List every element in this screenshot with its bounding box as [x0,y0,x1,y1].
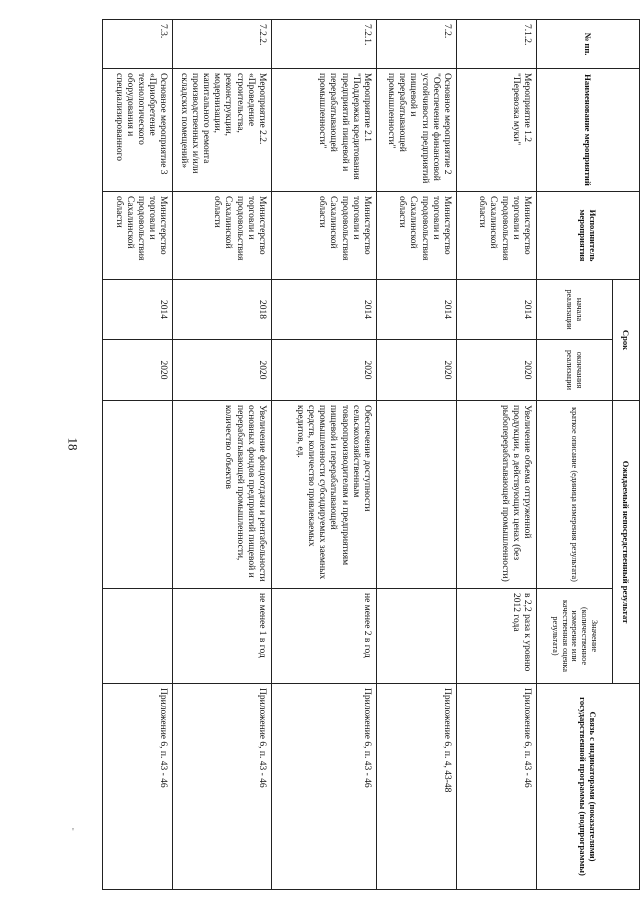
row-activity-name: Основное мероприятие 2 "Обеспечение финансовой устойчивости предприятий пищевой и перерабатывающей промышленности" [377,69,457,192]
row-number: 7.3. [103,20,173,69]
row-expected-value: не менее 2 в год [272,589,377,684]
row-activity-name: Мероприятие 2.2. «Проведение строительства, реконструкции, модернизации, капитального ремонта производственных и/или складских помещений» [173,69,272,192]
row-start-year: 2014 [377,280,457,340]
row-expected-value: в 2,2 раза к уровню 2012 года [457,589,537,684]
row-end-year: 2020 [103,340,173,401]
row-activity-name: Основное мероприятие 3 «Приобретение технологического оборудования и специализированного [103,69,173,192]
row-expected-short [377,401,457,589]
row-indicator-link: Приложение 6, п. 43 - 46 [457,684,537,890]
header-activity-name: Наименование мероприятий [537,69,640,192]
header-expected-result: Ожидаемый непосредственный результат [613,401,640,684]
row-executor: Министерство торговли и продовольствия Сахалинской области [272,192,377,280]
row-executor: Министерство торговли и продовольствия Сахалинской области [103,192,173,280]
row-start-year: 2014 [272,280,377,340]
row-indicator-link: Приложение 6, п. 4, 43-48 [377,684,457,890]
row-executor: Министерство торговли и продовольствия Сахалинской области [377,192,457,280]
row-indicator-link: Приложение 6, п. 43 - 46 [103,684,173,890]
row-start-year: 2014 [103,280,173,340]
table-row [377,20,457,890]
row-expected-short [103,401,173,589]
program-activities-table [102,19,640,890]
table-row [173,20,272,890]
header-term-end: окончания реализации [537,340,613,401]
header-expected-value: Значение (количественное измерение или качественная оценка результата) [537,589,613,684]
header-executor: Исполнитель мероприятия [537,192,640,280]
row-end-year: 2020 [173,340,272,401]
row-executor: Министерство торговли и продовольствия Сахалинской области [173,192,272,280]
row-activity-name: Мероприятие 1.2 "Перевозка муки" [457,69,537,192]
row-end-year: 2020 [272,340,377,401]
row-number: 7.1.2. [457,20,537,69]
header-expected-short: краткое описание (единица измерения результата) [537,401,613,589]
row-number: 7.2.1. [272,20,377,69]
table-row [272,20,377,890]
row-end-year: 2020 [377,340,457,401]
row-indicator-link: Приложение 6, п. 43 - 46 [173,684,272,890]
page-number: 18 [65,437,81,451]
table-row [103,20,173,890]
row-expected-value [377,589,457,684]
header-term-start: начала реализации [537,280,613,340]
row-expected-value: не менее 1 в год [173,589,272,684]
row-start-year: 2014 [457,280,537,340]
row-expected-short: Обеспечение доступности сельскохозяйственным товаропроизводителям и предприятиям пищевой и перерабатывающей промышленности субсидируемых заемных средств, количество привлекаемых кредитов, ед. [272,401,377,589]
row-expected-short: Увеличение фондоотдачи и рентабельности основных фондов предприятий пищевой и перерабатывающей промышленности, количество объектов [173,401,272,589]
row-end-year: 2020 [457,340,537,401]
table-header [537,20,640,890]
row-start-year: 2018 [173,280,272,340]
header-number: № пп. [537,20,640,69]
table-row [457,20,537,890]
row-number: 7.2. [377,20,457,69]
rotated-table-container [107,19,640,889]
row-expected-short: Увеличение объема отгруженной продукции, в действующих ценах (без рыбоперерабатывающей промышленности) [457,401,537,589]
row-executor: Министерство торговли и продовольствия Сахалинской области [457,192,537,280]
row-indicator-link: Приложение 6, п. 43 - 46 [272,684,377,890]
row-number: 7.2.2. [173,20,272,69]
header-indicator-link: Связь с индикаторами (показателями) государственной программы (подпрограммы) [537,684,640,890]
stray-scan-mark: ' [72,826,74,838]
table-body [103,20,537,890]
header-term: Срок [613,280,640,401]
row-activity-name: Мероприятие 2.1 "Поддержка кредитования предприятий пищевой и перерабатывающей промышленности" [272,69,377,192]
row-expected-value [103,589,173,684]
